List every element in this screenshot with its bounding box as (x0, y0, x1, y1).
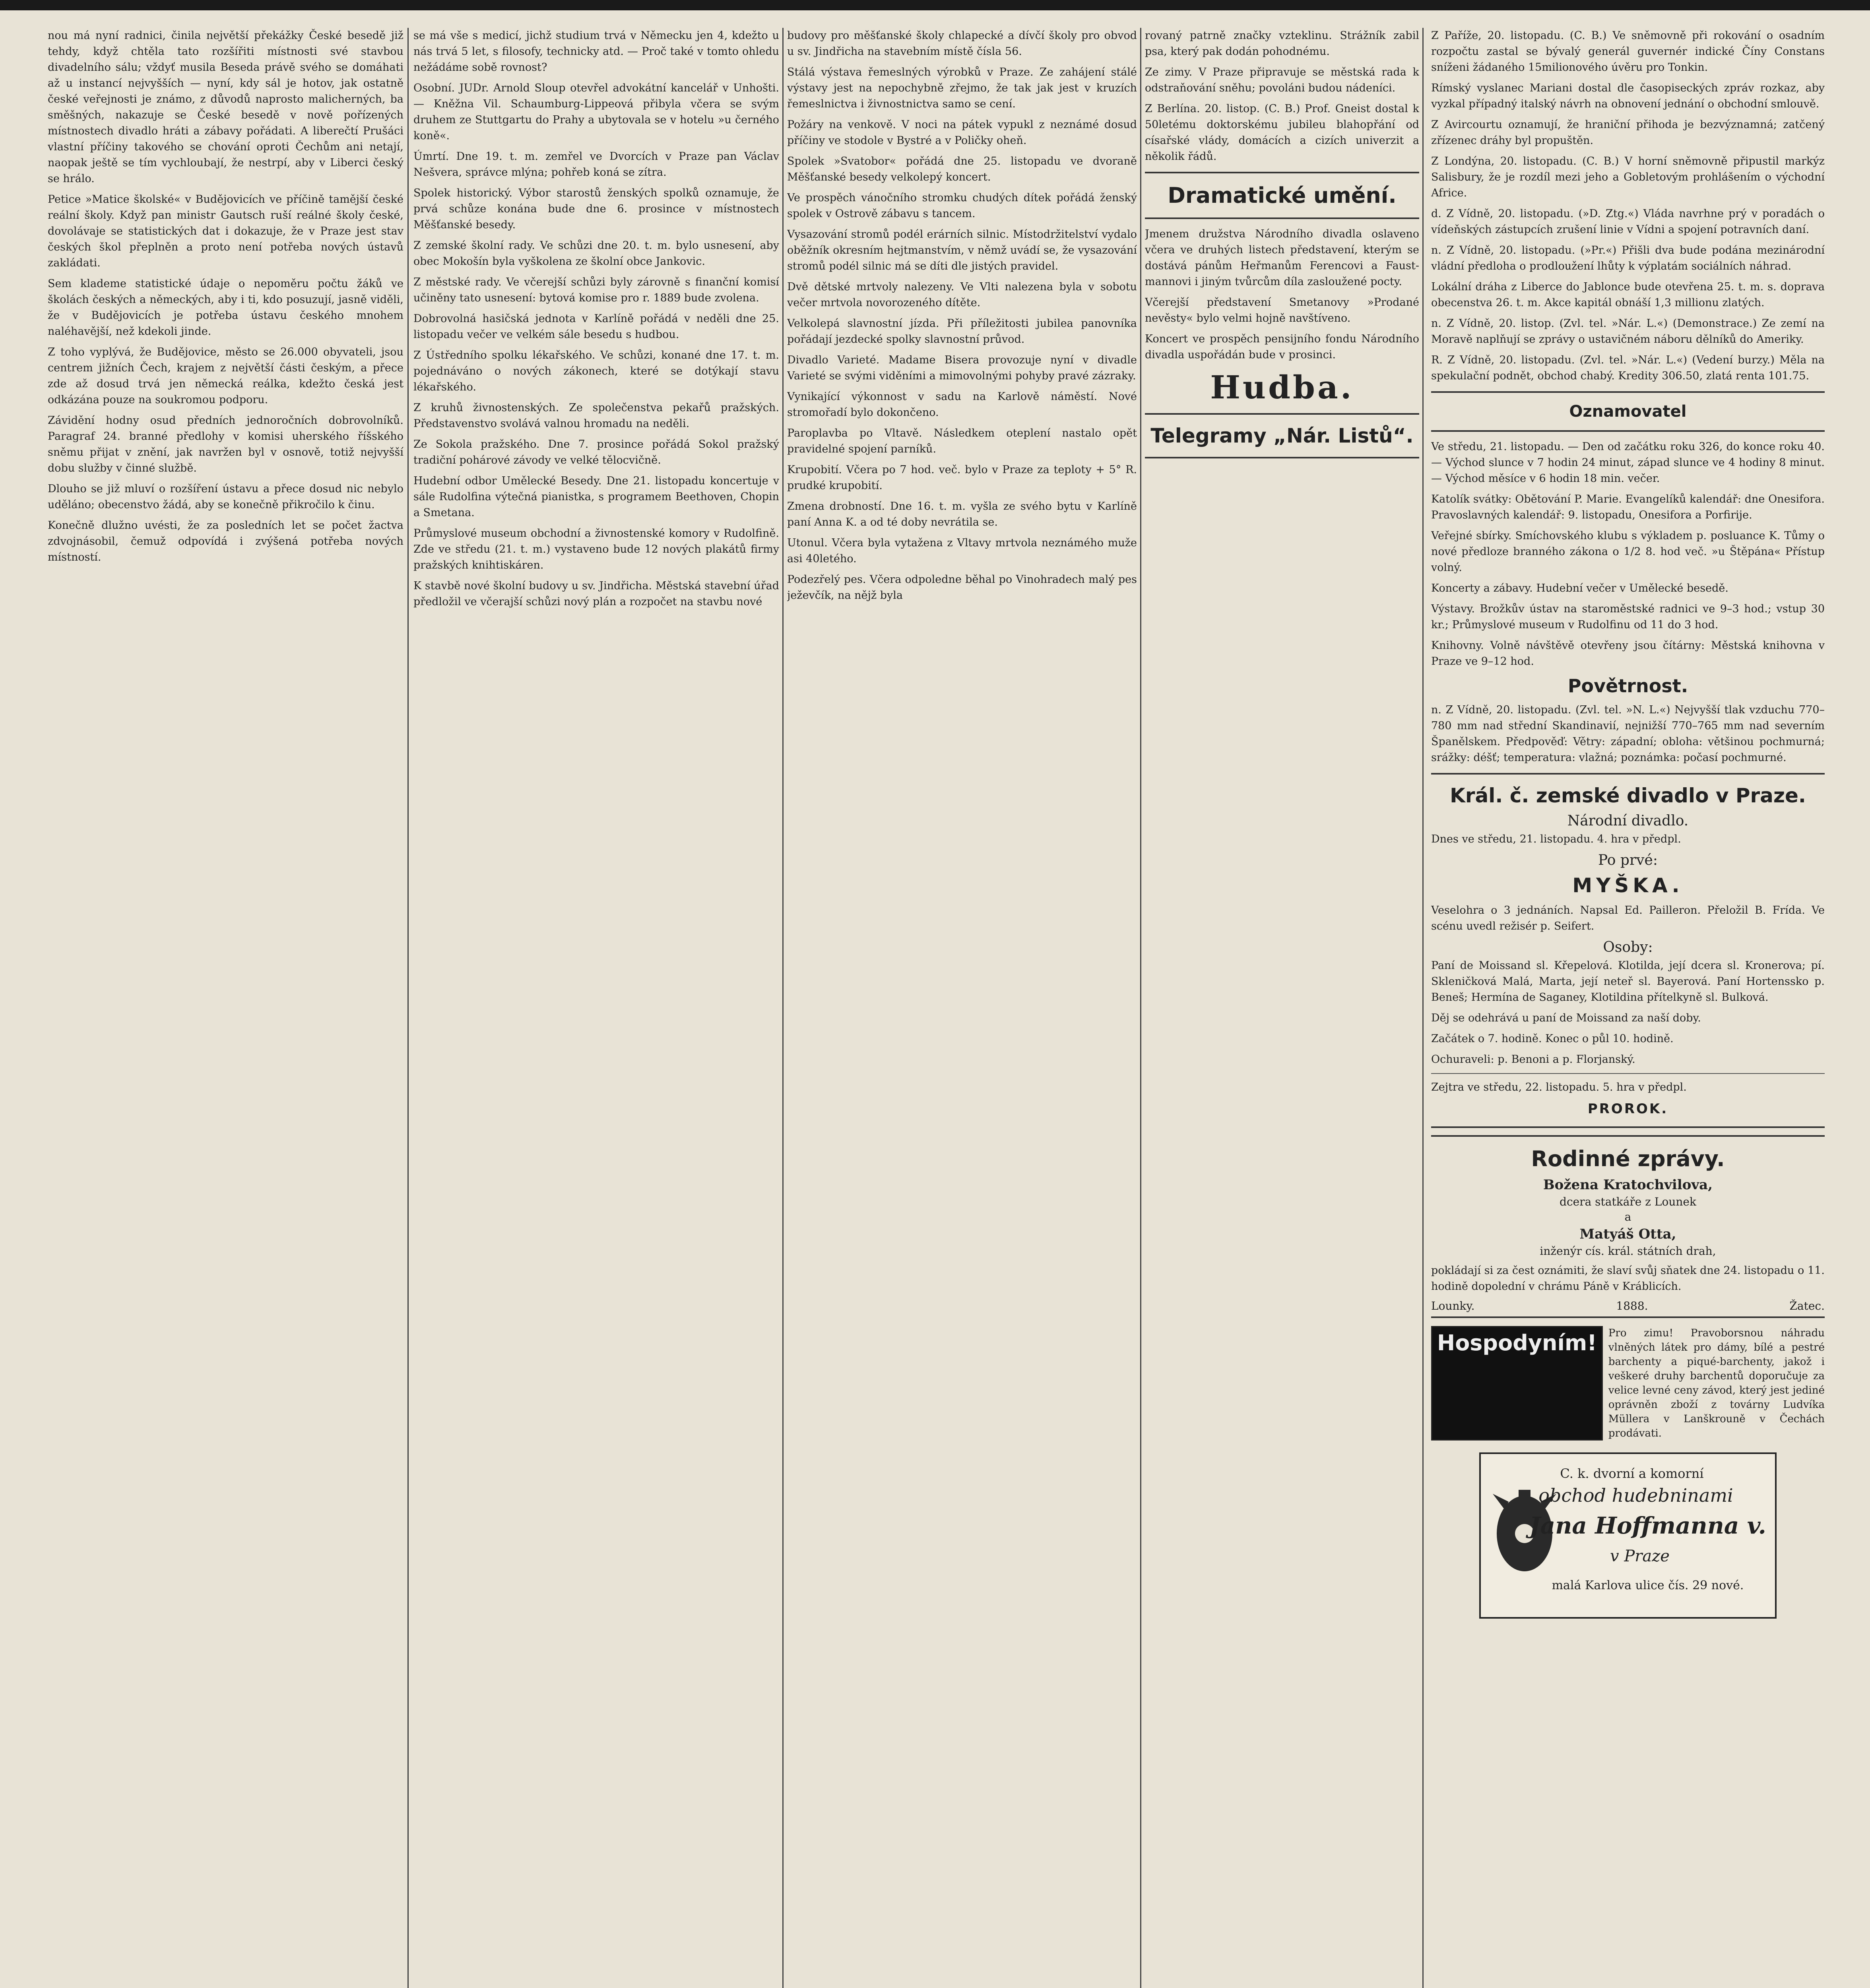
theatre-premiere: Po prvé: (1598, 852, 1658, 868)
column-5 (1431, 28, 1825, 1988)
family-person-1: Božena Kratochvilova, (1543, 1177, 1713, 1193)
article-paragraph: Vysazování stromů podél erárních silnic. Místodržitelství vydalo oběžník okresním hejtmanstvím, v němž uvádí se, že vysazování stromů podél silnic má se díti dle jistých pravidel. (787, 228, 1137, 272)
notice-paragraph: Veřejné sbírky. Smíchovského klubu s výkladem p. posluance K. Tůmy o nové předloze branného zákona o 1/2 8. hod več. »u Štěpána« Přístup volný. (1431, 530, 1825, 574)
article-paragraph: Lokální dráha z Liberce do Jablonce bude otevřena 25. t. m. s. doprava obecenstva 26. t. m. Akce kapitál obnáší 1,3 millionu zlatých. (1431, 281, 1825, 309)
section-title-hudba: Hudba. (1210, 369, 1354, 406)
theatre-start: Začátek o 7. hodině. Konec o půl 10. hodině. (1431, 1033, 1674, 1045)
section-title-telegramy: Telegramy „Nár. Listů“. (1150, 424, 1414, 447)
stamp-graphic (1481, 1454, 1775, 1617)
article-paragraph: n. Z Vídně, 20. listopadu. (»Pr.«) Přišli dva bude podána mezinárodní vládní předloha o prodloužení lhůty k výplatám sociálních náhrad. (1431, 244, 1825, 272)
theatre-hours: Ochuraveli: p. Benoni a p. Florjanský. (1431, 1053, 1635, 1066)
section-heading-box (1145, 172, 1419, 219)
article-paragraph: nou má nyní radnici, činila největší překážky České besedě již tehdy, když chtěla tato rozšířiti místnosti své stavbou divadelního sálu; vždyť musila Beseda právě svého se domáhati až u instancí nejvyšších — nyní, kdy sál je hotov, jak ostatně české veřejnosti je známo, z důvodů naprosto malicherných, ba směšných, nakazuje se České besedě v nově pořízených místnostech divadlo hráti a zábavy pořádati. A liberečtí Prušáci vlastní příčiny takového se chování oproti Čechům ani netají, naopak ještě se tím vychloubají, že nestrpí, aby v Liberci český se hrálo. (48, 29, 403, 185)
section-title-povetrnost: Povětrnost. (1567, 675, 1688, 697)
divider (1431, 1073, 1825, 1074)
theatre-description: Veselohra o 3 jednáních. Napsal Ed. Pailleron. Přeložil B. Frída. Ve scénu uvedl režisér p. Seifert. (1431, 904, 1825, 932)
article-paragraph: Velkolepá slavnostní jízda. Při příležitosti jubilea panovníka pořádají jezdecké spolky slavnostní průvod. (787, 317, 1137, 346)
section-heading-box (1145, 413, 1419, 458)
article-paragraph: Paroplavba po Vltavě. Následkem oteplení nastalo opět pravidelné spojení parníků. (787, 427, 1137, 455)
notice-paragraph: Knihovny. Volně návštěvě otevřeny jsou čítárny: Městská knihovna v Praze ve 9–12 hod. (1431, 639, 1825, 668)
stamp-line-5: malá Karlova ulice čís. 29 nové. (1552, 1578, 1744, 1592)
article-paragraph: Spolek historický. Výbor starostů ženských spolků oznamuje, že prvá schůze konána bude dne 6. prosince v místnostech Měšťanské besedy. (413, 187, 779, 231)
section-heading-box (1431, 391, 1825, 432)
theatre-persons: Paní de Moissand sl. Křepelová. Klotilda, její dcera sl. Kronerova; pí. Skleničková Malá, Marta, její neteř sl. Bayerová. Paní Hortenssko p. Beneš; Hermína de Saganey, Klotildina přítelkyně sl. Bulková. (1431, 959, 1825, 1004)
stamp-line-4: v Praze (1610, 1547, 1670, 1565)
article-paragraph: Podezřelý pes. Včera odpoledne běhal po Vinohradech malý pes ježevčík, na nějž byla (787, 573, 1137, 602)
family-person-2: Matyáš Otta, (1579, 1226, 1676, 1242)
family-notice-box (1431, 1135, 1825, 1318)
theatre-title: Král. č. zemské divadlo v Praze. (1450, 784, 1806, 807)
article-paragraph: Z toho vyplývá, že Budějovice, město se 26.000 obyvateli, jsou centrem jižních Čech, krajem z největší části českým, a přece zde až dosud trvá jen německá reálka, kdežto česká jest odkázána pouze na soukromou podporu. (48, 346, 403, 406)
notice-paragraph: Koncerty a zábavy. Hudební večer v Umělecké besedě. (1431, 582, 1728, 594)
article-paragraph: Z Berlína. 20. listop. (C. B.) Prof. Gneist dostal k 50letému doktorskému jubileu blahopřání od císařské vlády, domácích a cizích univerzit a několik řádů. (1145, 103, 1419, 163)
section-title-oznamovatel: Oznamovatel (1569, 402, 1687, 421)
article-paragraph: Jmenem družstva Národního divadla oslaveno včera ve druhých listech představení, kterým se dostává pánům Heřmanům Ferencovi a Faustmannovi i jiným tvůrcům díla zasloužené pocty. (1145, 228, 1419, 288)
article-paragraph: Z Ústředního spolku lékařského. Ve schůzi, konané dne 17. t. m. pojednáváno o nových zákonech, které se dotýkají stavu lékařského. (413, 349, 779, 393)
column-rule (407, 28, 409, 1988)
article-paragraph: Koncert ve prospěch pensijního fondu Národního divadla uspořádán bude v prosinci. (1145, 333, 1419, 361)
article-paragraph: Sem klademe statistické údaje o nepoměru počtu žáků ve školách českých a německých, aby i ti, kdo posuzují, jasně viděli, že v Budějovicích je potřeba ústavu českého mnohem naléhavější, než kdekoli jinde. (48, 278, 403, 338)
article-paragraph: Dvě dětské mrtvoly nalezeny. Ve Vlti nalezena byla v sobotu večer mrtvola novorozeného dítěte. (787, 281, 1137, 309)
article-paragraph: Z Paříže, 20. listopadu. (C. B.) Ve sněmovně při rokování o osadním rozpočtu zastal se bývalý generál guvernér indické Číny Constans sníženi žádaného 15milionového úvěru pro Tonkin. (1431, 29, 1825, 74)
article-paragraph: n. Z Vídně, 20. listop. (Zvl. tel. »Nár. L.«) (Demonstrace.) Ze zemí na Moravě naplňují se zprávy o ustavičném náboru dělníků do Ameriky. (1431, 317, 1825, 346)
article-paragraph: d. Z Vídně, 20. listopadu. (»D. Ztg.«) Vláda navrhne prý v poradách o vídeňských zástupcích zrušení linie v Vídni a spojení potravních daní. (1431, 208, 1825, 236)
article-paragraph: Dlouho se již mluví o rozšíření ústavu a přece dosud nic nebylo uděláno; obecenstvo žádá, aby se konečně přikročilo k činu. (48, 483, 403, 511)
advert-text: Pro zimu! Pravoborsnou náhradu vlněných látek pro dámy, bílé a pestré barchenty a piqué-barchenty, jakož i veškeré druhy barchentů doporučuje za velice levné ceny závod, který jest jediné oprávněn zboží z továrny Ludvíka Müllera v Lanškrouně v Čechách prodávati. (1608, 1327, 1825, 1439)
section-title-dramaticke: Dramatické umění. (1168, 183, 1397, 208)
article-paragraph: rovaný patrně značky vzteklinu. Strážník zabil psa, který pak dodán pohodnému. (1145, 29, 1419, 58)
article-paragraph: budovy pro měšťanské školy chlapecké a dívčí školy pro obvod u sv. Jindřicha na stavebním místě čísla 56. (787, 29, 1137, 58)
theatre-box (1431, 773, 1825, 1128)
advert-stamp-logo (1479, 1452, 1777, 1619)
article-paragraph: Ve prospěch vánočního stromku chudých dítek pořádá ženský spolek v Ostrově zábavu s tancem. (787, 192, 1137, 220)
article-paragraph: Petice »Matice školské« v Budějovicích ve příčině tamější české reální školy. Když pan ministr Gautsch ruší reálné školy české, dovolávaje se statistických dat i dokazuje, že v Praze jest stav českých škol přeplněn a proto není potřeba nových ústavů zakládati. (48, 193, 403, 269)
notice-paragraph: Ve středu, 21. listopadu. — Den od začátku roku 326, do konce roku 40. — Východ slunce v 7 hodin 24 minut, západ slunce ve 4 hodiny 8 minut. — Východ měsíce v 6 hodin 18 min. večer. (1431, 441, 1825, 485)
article-paragraph: Spolek »Svatobor« pořádá dne 25. listopadu ve dvoraně Měšťanské besedy velkolepý koncert. (787, 155, 1137, 183)
article-paragraph: Krupobití. Včera po 7 hod. več. bylo v Praze za teploty + 5° R. prudké krupobití. (787, 464, 1137, 492)
article-paragraph: Ze zimy. V Praze připravuje se městská rada k odstraňování sněhu; povoláni budou nádeníci. (1145, 66, 1419, 94)
theatre-note: Děj se odehrává u paní de Moissand za naší doby. (1431, 1012, 1701, 1024)
notice-paragraph: Katolík svátky: Obětování P. Marie. Evangelíků kalendář: dne Onesifora. Pravoslavných kalendář: 9. listopadu, Onesifora a Porfirije. (1431, 493, 1825, 521)
article-paragraph: Stálá výstava řemeslných výrobků v Praze. Ze zahájení stálé výstavy jest na nepochybně zřejmo, že tak jak jest v kruzích řemeslnictva i živnostnictva samo se cení. (787, 66, 1137, 110)
article-paragraph: se má vše s medicí, jichž studium trvá v Německu jen 4, kdežto u nás trvá 5 let, s filosofy, technicky atd. — Proč také v tomto ohledu nežádáme sobě rovnost? (413, 29, 779, 74)
theatre-tomorrow: Zejtra ve středu, 22. listopadu. 5. hra v předpl. (1431, 1081, 1687, 1093)
family-place-2: Žatec. (1789, 1299, 1825, 1312)
column-rule (1422, 28, 1424, 1988)
family-role-1: dcera statkáře z Lounek (1560, 1195, 1696, 1208)
theatre-persons-label: Osoby: (1603, 939, 1653, 955)
family-notice-title: Rodinné zprávy. (1531, 1146, 1725, 1171)
column-rule (782, 28, 784, 1988)
family-footer (1431, 1299, 1825, 1312)
theatre-play: MYŠKA. (1572, 874, 1684, 897)
article-paragraph: Rímský vyslanec Mariani dostal dle časopiseckých zpráv rozkaz, aby vyzkal případný italský návrh na obnovení jednání o obchodní smlouvě. (1431, 82, 1825, 110)
notice-paragraph: Výstavy. Brožkův ústav na staroměstské radnici ve 9–3 hod.; vstup 30 kr.; Průmyslové museum v Rudolfinu od 11 do 3 hod. (1431, 603, 1825, 631)
article-paragraph: Ze Sokola pražského. Dne 7. prosince pořádá Sokol pražský tradiční pohárové závody ve velké tělocvičně. (413, 438, 779, 466)
article-paragraph: Z kruhů živnostenských. Ze společenstva pekařů pražských. Představenstvo svolává valnou hromadu na neděli. (413, 402, 779, 430)
theatre-tomorrow-play: PROROK. (1587, 1101, 1668, 1117)
column-2 (413, 28, 779, 1988)
article-paragraph: Utonul. Včera byla vytažena z Vltavy mrtvola neznámého muže asi 40letého. (787, 537, 1137, 565)
article-paragraph: R. Z Vídně, 20. listopadu. (Zvl. tel. »Nár. L.«) (Vedení burzy.) Měla na spekulační podnět, obchod chabý. Kredity 306.50, zlatá renta 101.75. (1431, 354, 1825, 382)
stamp-line-1: C. k. dvorní a komorní (1560, 1466, 1704, 1481)
article-paragraph: Osobní. JUDr. Arnold Sloup otevřel advokátní kancelář v Unhošti. — Kněžna Vil. Schaumburg-Lippeová přibyla včera se svým druhem ze Stuttgartu do Prahy a ubytovala se v hotelu »u černého koně«. (413, 82, 779, 142)
article-paragraph: Průmyslové museum obchodní a živnostenské komory v Rudolfině. Zde ve středu (21. t. m.) vystaveno bude 12 nových plakátů firmy pražských knihtiskáren. (413, 527, 779, 571)
article-paragraph: K stavbě nové školní budovy u sv. Jindřicha. Městská stavební úřad předložil ve včerajší schůzi nový plán a rozpočet na stavbu nové (413, 580, 779, 608)
article-paragraph: Včerejší představení Smetanovy »Prodané nevěsty« bylo velmi hojně navštíveno. (1145, 296, 1419, 324)
article-paragraph: Vynikající výkonnost v sadu na Karlově náměstí. Nové stromořadí bylo dokončeno. (787, 390, 1137, 419)
article-paragraph: Hudební odbor Umělecké Besedy. Dne 21. listopadu koncertuje v sále Rudolfina výtečná pianistka, s programem Beethoven, Chopin a Smetana. (413, 475, 779, 519)
column-3 (787, 28, 1137, 1988)
article-paragraph: Zmena drobností. Dne 16. t. m. vyšla ze svého bytu v Karlíně paní Anna K. a od té doby nevrátila se. (787, 500, 1137, 528)
article-paragraph: Úmrtí. Dne 19. t. m. zemřel ve Dvorcích v Praze pan Václav Nešvera, správce mlýna; pohřeb koná se zítra. (413, 150, 779, 179)
family-year: 1888. (1616, 1299, 1648, 1312)
weather-paragraph: n. Z Vídně, 20. listopadu. (Zvl. tel. »N. L.«) Nejvyšší tlak vzduchu 770–780 mm nad střední Skandinavií, nejnižší 770–765 mm nad severním Španělskem. Předpověď: Větry: západní; obloha: většinou pochmurná; srážky: déšť; temperatura: vlažná; poznámka: počasí pochmurné. (1431, 704, 1825, 764)
stamp-line-3: Jana Hoffmanna v. (1529, 1512, 1766, 1539)
family-role-2: inženýr cís. král. státních drah, (1540, 1244, 1716, 1258)
article-paragraph: Konečně dlužno uvésti, že za posledních let se počet žactva zdvojnásobil, čemuž odpovídá i zvýšená potřeba nových místností. (48, 519, 403, 563)
article-paragraph: Z městské rady. Ve včerejší schůzi byly zárovně s finanční komisí učiněny tato usnesení: bytová komise pro r. 1889 bude zvolena. (413, 276, 779, 304)
family-text: pokládají si za čest oznámiti, že slaví svůj sňatek dne 24. listopadu o 11. hodině dopolední v chrámu Páně v Kráblicích. (1431, 1264, 1825, 1293)
theatre-date: Dnes ve středu, 21. listopadu. 4. hra v předpl. (1431, 833, 1681, 845)
page-top-border (0, 0, 1870, 10)
article-paragraph: Požáry na venkově. V noci na pátek vypukl z neznámé dosud příčiny ve stodole v Bystré a v Poličky oheň. (787, 118, 1137, 147)
family-amp: a (1624, 1210, 1631, 1223)
family-place-1: Lounky. (1431, 1299, 1475, 1312)
article-paragraph: Z Londýna, 20. listopadu. (C. B.) V horní sněmovně připustil markýz Salisbury, že je rozdíl mezi jeho a Gobletovým prohlášením o východní Africe. (1431, 155, 1825, 199)
advert-title: Hospodyním! (1431, 1326, 1603, 1441)
column-4 (1145, 28, 1419, 1988)
article-paragraph: Dobrovolná hasičská jednota v Karlíně pořádá v neděli dne 25. listopadu večer ve velkém sále besedu s hudbou. (413, 313, 779, 341)
column-rule (1140, 28, 1141, 1988)
theatre-subtitle: Národní divadlo. (1567, 813, 1689, 829)
column-1 (48, 28, 403, 1988)
article-paragraph: Z zemské školní rady. Ve schůzi dne 20. t. m. bylo usnesení, aby obec Mokošín byla vyškolena ze školní obce Jankovic. (413, 239, 779, 268)
article-paragraph: Závidění hodny osud předních jednoročních dobrovolníků. Paragraf 24. branné předlohy v komisi uherského říšského sněmu přijat v znění, jak navržen byl v osnově, totiž nejvyšší dobu služby v činné službě. (48, 414, 403, 474)
stamp-line-2: obchod hudebninami (1538, 1485, 1733, 1506)
article-paragraph: Divadlo Varieté. Madame Bisera provozuje nyní v divadle Varieté se svými viděními a mimovolnými pohyby pravé zázraky. (787, 354, 1137, 382)
advert-hospodynim (1431, 1326, 1825, 1441)
article-paragraph: Z Avircourtu oznamují, že hraniční přihoda je bezvýznamná; zatčený zřízenec dráhy byl propuštěn. (1431, 118, 1825, 147)
